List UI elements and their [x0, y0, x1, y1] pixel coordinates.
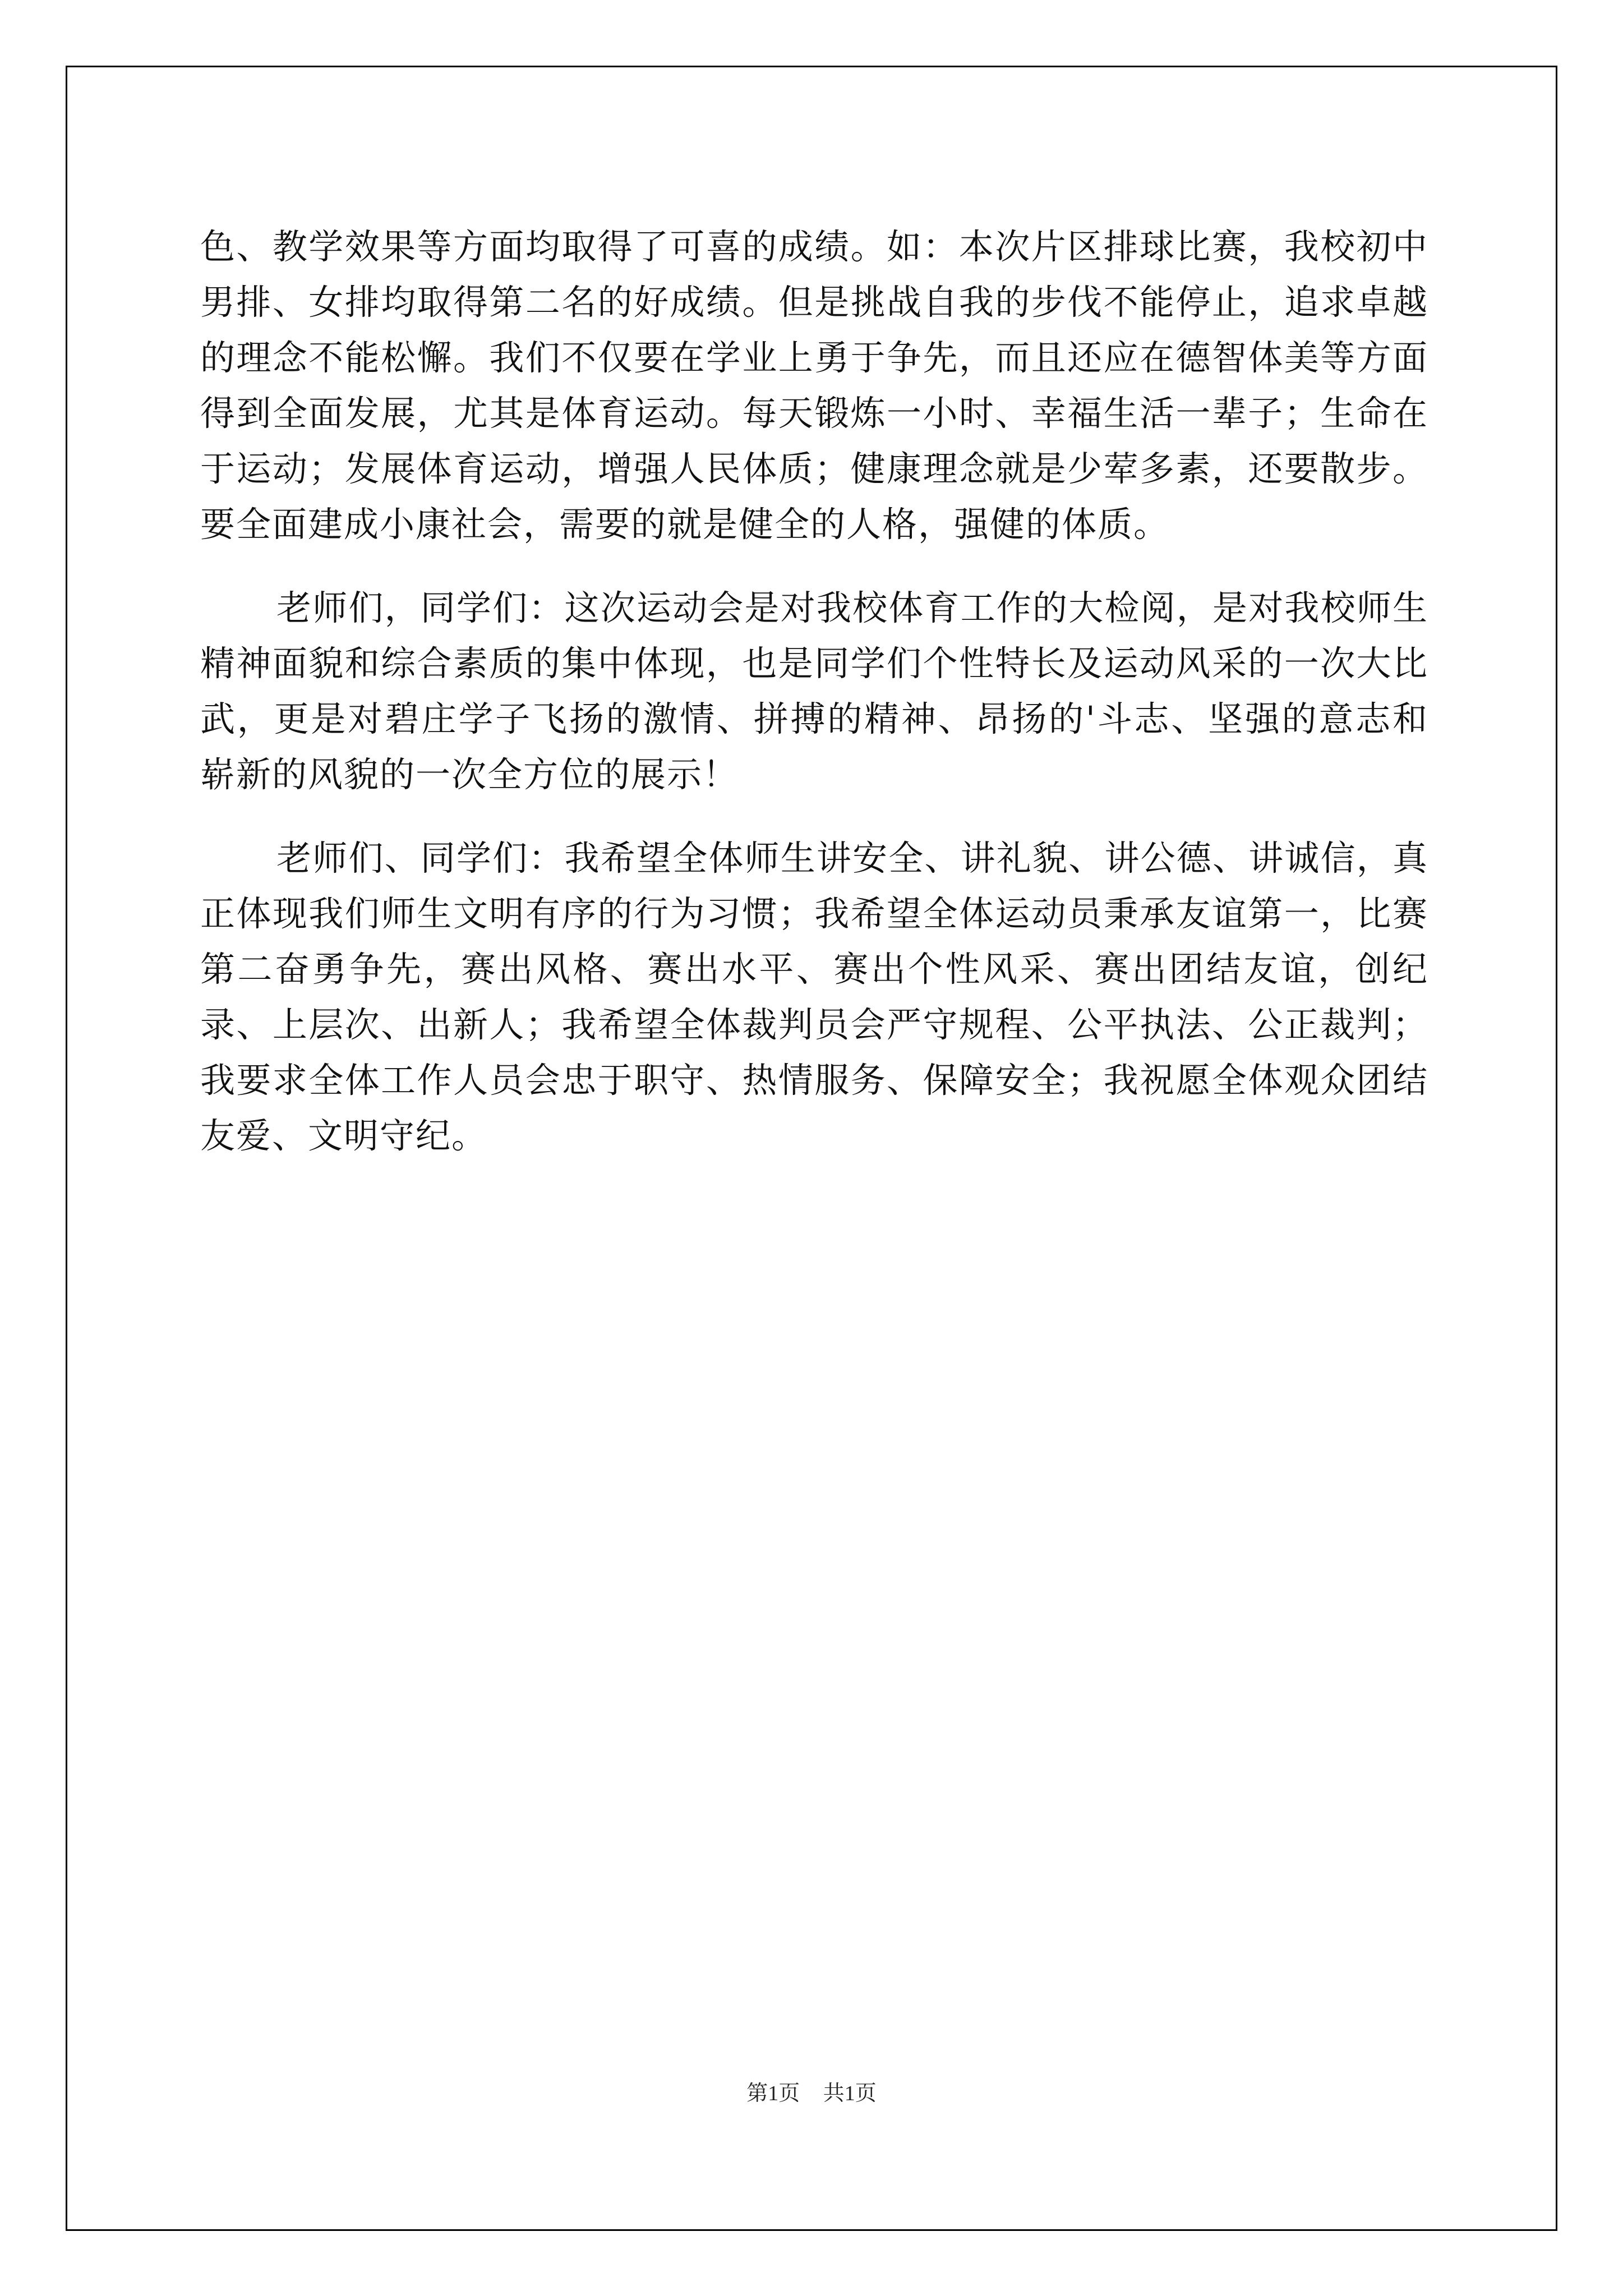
paragraph-1: 色、教学效果等方面均取得了可喜的成绩。如：本次片区排球比赛，我校初中男排、女排均取得第二名的好成绩。但是挑战自我的步伐不能停止，追求卓越的理念不能松懈。我们不仅要在学业上勇于争先，而且还应在德智体美等方面得到全面发展，尤其是体育运动。每天锻炼一小时、幸福生活一辈子；生命在于运动；发展体育运动，增强人民体质；健康理念就是少荤多素，还要散步。要全面建成小康社会，需要的就是健全的人格，强健的体质。 [200, 226, 1428, 545]
paragraph-3: 老师们、同学们：我希望全体师生讲安全、讲礼貌、讲公德、讲诚信，真正体现我们师生文明有序的行为习惯；我希望全体运动员秉承友谊第一，比赛第二奋勇争先，赛出风格、赛出水平、赛出个性风采、赛出团结友谊，创纪录、上层次、出新人；我希望全体裁判员会严守规程、公平执法、公正裁判；我要求全体工作人员会忠于职守、热情服务、保障安全；我祝愿全体观众团结友爱、文明守纪。 [200, 838, 1428, 1156]
document-body [200, 219, 1428, 1191]
page-footer [0, 2076, 1623, 2106]
page-total: 共1页 [823, 2082, 877, 2105]
paragraph-2: 老师们，同学们：这次运动会是对我校体育工作的大检阅，是对我校师生精神面貌和综合素质的集中体现，也是同学们个性特长及运动风采的一次大比武，更是对碧庄学子飞扬的激情、拼搏的精神、昂扬的'斗志、坚强的意志和崭新的风貌的一次全方位的展示！ [200, 587, 1428, 795]
page-number: 第1页 [746, 2082, 800, 2105]
